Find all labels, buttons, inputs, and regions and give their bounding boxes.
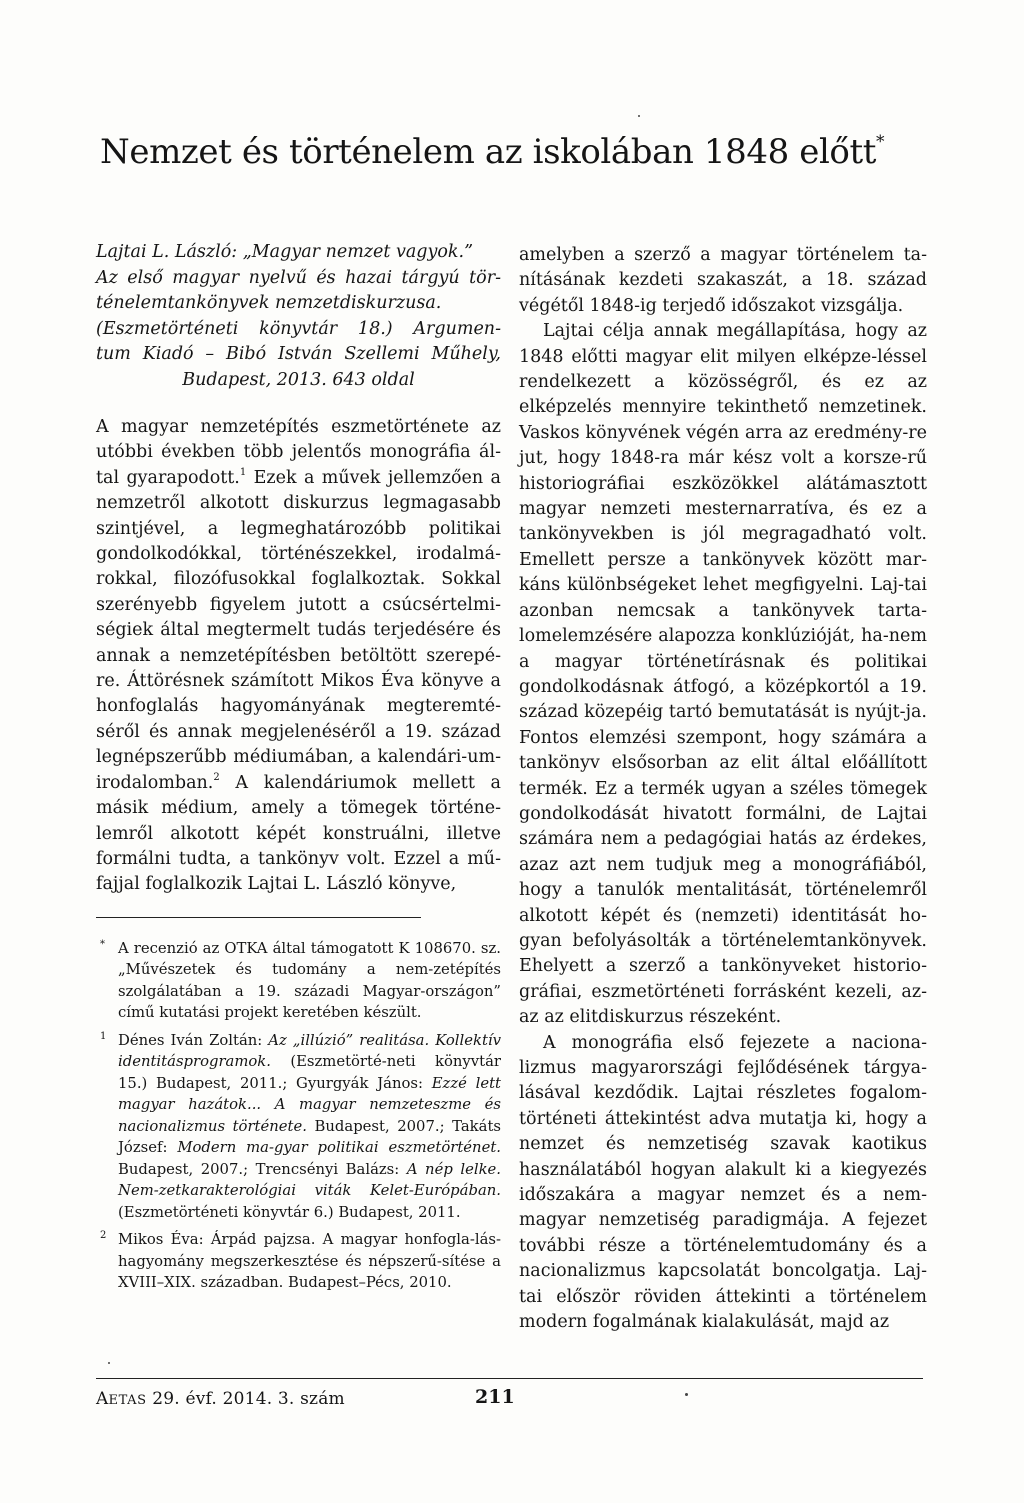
footnote-mark: 1 [100, 1030, 107, 1042]
book-title: Ezzé lett magyar hazátok... A magyar nemzeteszme és nacionalizmus története. [118, 1074, 501, 1135]
book-title: Az „illúzió” realitása. Kollektív identitásprogramok. [118, 1031, 501, 1071]
footnote-2 [100, 1229, 501, 1294]
body-paragraph: A monográfia első fejezete a naciona-lizmus magyarországi fejlődésének tárgya-lásával kezdődik. Lajtai részletes fogalom-történeti áttekintést adva mutatja ki, hogy a nemzet és nemzetiség szavak kaotikus használatából hogyan alakult ki a kiegyezés időszakára a magyar nemzet és a nem-magyar nemzetiség paradigmája. A fejezet további része a történelemtudomány és a nacionalizmus kapcsolatát boncolgatja. Laj-tai először röviden áttekinti a történelem modern fogalmának kialakulását, majd az [519, 1032, 927, 1333]
title-text: Nemzet és történelem az iskolában 1848 előtt [100, 132, 877, 172]
text-run: (Eszmetörté-neti könyvtár 15.) Budapest, 2011.; Gyurgyák János: [118, 1053, 501, 1092]
title-footnote-mark[interactable]: * [876, 132, 885, 152]
intro-paragraph [96, 415, 501, 898]
footnote-mark: 2 [100, 1230, 107, 1242]
footnote-text: A recenzió az OTKA által támogatott K 108670. sz. „Művészetek és tudomány a nem-zetépítés szolgálatában a 19. századi Magyar-országon” című kutatási projekt keretében készült. [118, 939, 501, 1022]
body-paragraph: Lajtai célja annak megállapítása, hogy az 1848 előtti magyar elit milyen elképze-léssel rendelkezett a közösségről, és ez az elképzelés mennyire tekinthető nemzetinek. Vaskos könyvének végén arra az eredmény-re jut, hogy 1848-ra már kész volt a korsze-rű historiográfiai eszközökkel alátámasztott magyar nemzeti mesternarratíva, és ez a tankönyvekben is jól megragadható volt. Emellett persze a tankönyvek között mar-káns különbségeket lehet megfigyelni. Laj-tai azonban nemcsak a tankönyvek tarta-lomelemzésére alapozza konklúzióját, ha-nem a magyar történetírásnak és politikai gondolkodásnak átfogó, a középkortól a 19. század közepéig tartó bemutatását is nyújt-ja. Fontos elemzési szempont, hogy számára a tankönyv elsősorban az elit által előállított termék. Ez a termék ugyan a széles tömegek gondolkodását hivatott formálni, de Lajtai számára nem a pedagógiai hatás az érdekes, azaz azt nem tudjuk meg a monográfiából, hogy a tanulók mentalitását, történelemről alkotott képét és (nemzeti) identitását ho-gyan befolyásolták a történelemtankönyvek. Ehelyett a szerző a tankönyveket historio-gráfiai, eszmetörténeti forrásként kezeli, az-az az elitdiskurzus részeként. [519, 321, 927, 1028]
page-title [100, 132, 940, 172]
text-run: (Eszmetörténeti könyvtár 6.) Budapest, 2011. [118, 1203, 461, 1221]
scan-speck [108, 1362, 110, 1364]
citation-line: (Eszmetörténeti könyvtár 18.) Argumen- [96, 318, 501, 339]
text-run: Dénes Iván Zoltán: [118, 1031, 269, 1049]
text-run: A magyar nemzetépítés eszmetörténete az utóbbi években több jelentős monográfia ál-tal gyarapodott. [96, 417, 501, 488]
text-run: Budapest, 2007.; Trencsényi Balázs: [118, 1160, 407, 1178]
citation-line: Budapest, 2013. 643 oldal [182, 369, 415, 390]
text-run: Ezek a művek jellemzően a nemzetről alkotott diskurzus legmagasabb szintjével, a legmeghatározóbb politikai gondolkodókkal, történészekkel, irodalmá-rokkal, filozófusokkal foglalkoztak. Sokkal szerényebb figyelem jutott a csúcsértelmi-ségiek által megtermelt tudás terjedésére és annak a nemzetépítésben betöltött szerepé-re. Áttörésnek számított Mikos Éva könyve a honfoglalás hagyományának megteremté-séről és annak megjelenéséről a 19. század legnépszerűbb médiumában, a kalendári-um-irodalomban. [96, 467, 501, 793]
body-paragraph: amelyben a szerző a magyar történelem ta-nításának kezdeti szakaszát, a 18. század végétől 1848-ig terjedő időszakot vizsgálja. [519, 245, 927, 316]
book-title: Modern ma-gyar politikai eszmetörténet. [177, 1139, 501, 1157]
footnote-mark: * [100, 938, 105, 950]
footnote-1 [100, 1030, 501, 1224]
citation-line: Az első magyar nyelvű és hazai tárgyú tör- [96, 267, 501, 288]
citation-line: tum Kiadó – Bibó István Szellemi Műhely, [96, 344, 501, 364]
footnote-divider [96, 917, 421, 918]
footer-divider [96, 1378, 923, 1379]
footnotes [96, 938, 501, 1294]
left-column [96, 240, 501, 1300]
journal-initial: A [96, 1389, 109, 1409]
footnote-star [100, 938, 501, 1024]
footnote-ref-2[interactable]: 2 [213, 771, 220, 783]
journal-smallcaps: ETAS [108, 1393, 147, 1408]
citation-line: ténelemtankönyvek nemzetdiskurzusa. [96, 293, 442, 313]
scan-speck [638, 115, 640, 117]
citation-line: Lajtai L. László: „Magyar nemzet vagyok.” [96, 242, 474, 262]
footnote-text: Mikos Éva: Árpád pajzsa. A magyar honfogla-lás-hagyomány megszerkesztése és népszerű-sítése a XVIII–XIX. században. Budapest–Pécs, 2010. [118, 1231, 501, 1292]
book-title: A nép lelke. Nem-zetkarakterológiai viták Kelet-Európában. [118, 1160, 501, 1200]
page-number: 211 [475, 1386, 515, 1408]
scan-speck [685, 1393, 688, 1396]
text-run: A kalendáriumok mellett a másik médium, amely a tömegek történe-lemről alkotott képét konstruálni, illetve formálni tudta, a tankönyv volt. Ezzel a mű-fajjal foglalkozik Lajtai L. László könyve, [96, 772, 501, 895]
right-column [519, 243, 927, 1335]
journal-reference [96, 1388, 345, 1412]
reviewed-book-citation [96, 240, 501, 393]
footnote-ref-1[interactable]: 1 [239, 466, 247, 478]
journal-issue: 29. évf. 2014. 3. szám [146, 1389, 345, 1409]
text-run: Budapest, 2007.; Takáts József: [118, 1117, 501, 1157]
